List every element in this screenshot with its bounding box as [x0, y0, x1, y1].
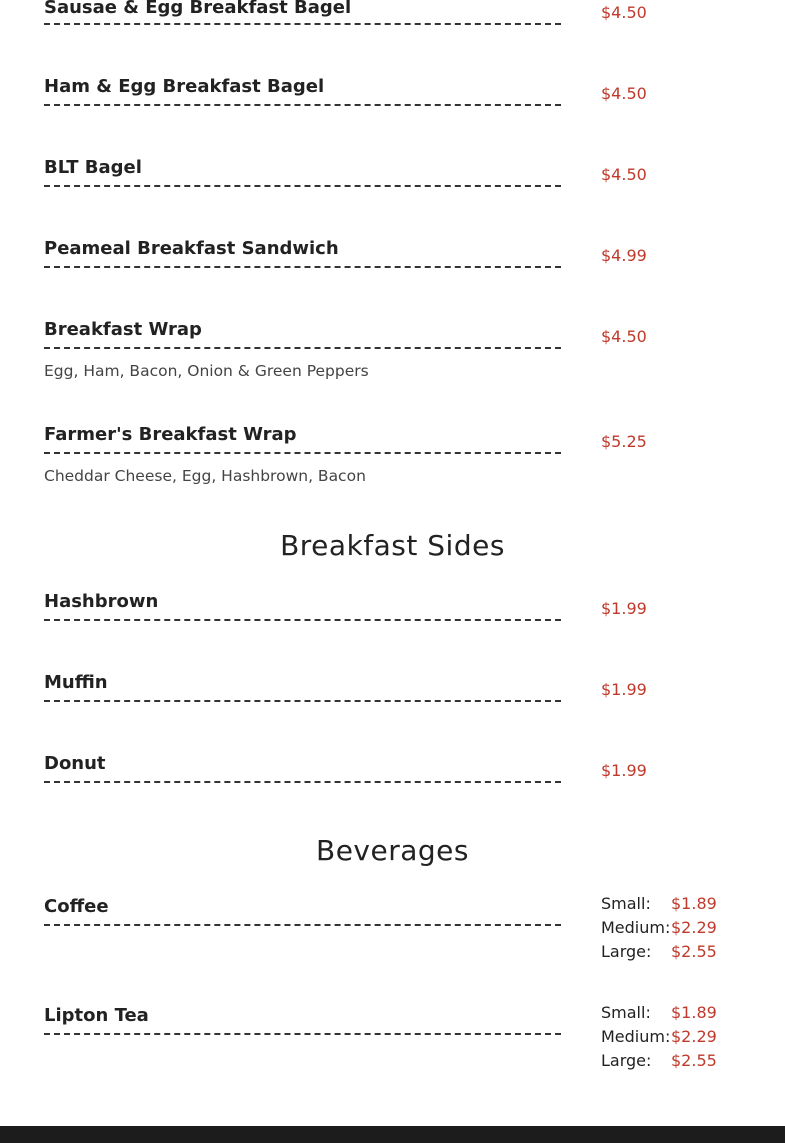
size-row-medium — [601, 916, 717, 940]
item-name: Donut — [44, 753, 106, 774]
item-price: $4.50 — [601, 327, 647, 346]
dotted-divider — [44, 781, 561, 783]
size-price: $1.89 — [671, 894, 717, 913]
item-name: Sausae & Egg Breakfast Bagel — [44, 0, 352, 18]
dotted-divider — [44, 619, 561, 621]
item-price: $4.50 — [601, 3, 647, 22]
item-price: $4.50 — [601, 165, 647, 184]
section-title-beverages: Beverages — [316, 834, 469, 867]
size-price: $2.29 — [671, 1027, 717, 1046]
size-label: Small: — [601, 894, 651, 913]
item-name: Farmer's Breakfast Wrap — [44, 424, 297, 445]
section-title-breakfast-sides: Breakfast Sides — [280, 529, 505, 562]
size-price: $2.55 — [671, 1051, 717, 1070]
size-label: Large: — [601, 942, 652, 961]
dotted-divider — [44, 700, 561, 702]
dotted-divider — [44, 452, 561, 454]
size-label: Large: — [601, 1051, 652, 1070]
item-name: Peameal Breakfast Sandwich — [44, 238, 339, 259]
size-price: $1.89 — [671, 1003, 717, 1022]
dotted-divider — [44, 185, 561, 187]
item-description: Egg, Ham, Bacon, Onion & Green Peppers — [44, 362, 369, 380]
item-name: BLT Bagel — [44, 157, 142, 178]
dotted-divider — [44, 924, 561, 926]
size-label: Small: — [601, 1003, 651, 1022]
size-row-small — [601, 1001, 717, 1025]
item-price: $1.99 — [601, 680, 647, 699]
item-description: Cheddar Cheese, Egg, Hashbrown, Bacon — [44, 467, 366, 485]
item-price: $1.99 — [601, 599, 647, 618]
dotted-divider — [44, 266, 561, 268]
dotted-divider — [44, 347, 561, 349]
item-name: Ham & Egg Breakfast Bagel — [44, 76, 325, 97]
size-price: $2.29 — [671, 918, 717, 937]
item-name: Muffin — [44, 672, 108, 693]
size-price-list — [601, 1001, 717, 1073]
size-row-medium — [601, 1025, 717, 1049]
footer-bar — [0, 1126, 785, 1143]
size-price: $2.55 — [671, 942, 717, 961]
size-row-large — [601, 1049, 717, 1073]
item-price: $5.25 — [601, 432, 647, 451]
item-name: Lipton Tea — [44, 1005, 149, 1026]
item-price: $4.99 — [601, 246, 647, 265]
dotted-divider — [44, 23, 561, 25]
size-label: Medium: — [601, 918, 671, 937]
item-name: Hashbrown — [44, 591, 159, 612]
size-label: Medium: — [601, 1027, 671, 1046]
item-name: Coffee — [44, 896, 109, 917]
size-price-list — [601, 892, 717, 964]
size-row-large — [601, 940, 717, 964]
size-row-small — [601, 892, 717, 916]
item-price: $4.50 — [601, 84, 647, 103]
item-price: $1.99 — [601, 761, 647, 780]
item-name: Breakfast Wrap — [44, 319, 202, 340]
dotted-divider — [44, 1033, 561, 1035]
dotted-divider — [44, 104, 561, 106]
